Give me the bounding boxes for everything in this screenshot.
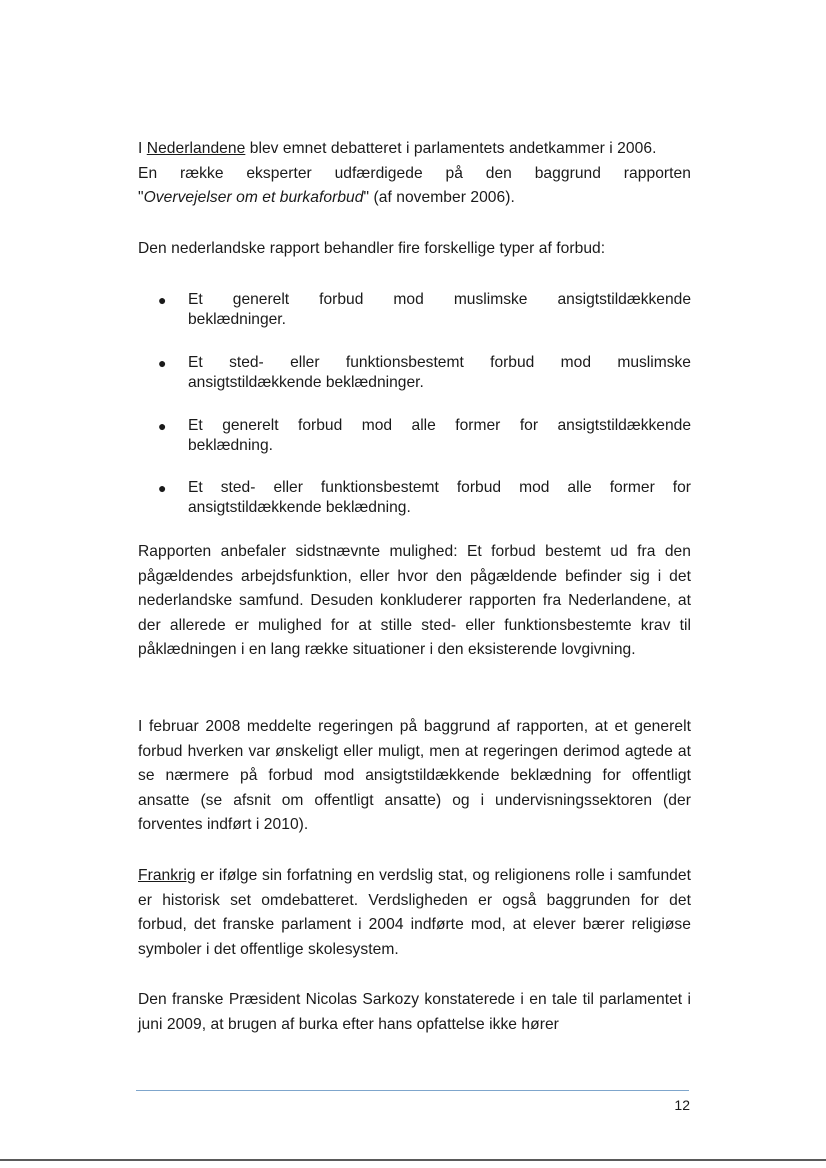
paragraph-government-2008: I februar 2008 meddelte regeringen på baggrund af rapporten, at et generelt forbud hverken var ønskeligt eller muligt, men at regeringen derimod agtede at se nærmere på forbud mod ansigtstildækkende beklædning for offentligt ansatte (se afsnit om offentligt ansatte) og i undervisningssektoren (der forventes indført i 2010). [138,718,691,834]
p1-line3-rest: (af november 2006). [369,189,515,207]
list-item [148,416,691,456]
bullet-line1: Et sted- eller funktionsbestemt forbud mod muslimske [188,354,691,371]
bullet-line2: ansigtstildækkende beklædninger. [188,374,424,391]
bullet-line1: Et generelt forbud mod muslimske ansigtstildækkende [188,291,691,308]
scan-edge-line [0,1159,826,1161]
bullet-text [188,416,691,456]
bullet-line2: beklædning. [188,437,273,454]
paragraph-sarkozy: Den franske Præsident Nicolas Sarkozy konstaterede i en tale til parlamentet i juni 2009, at brugen af burka efter hans opfattelse ikke hører [138,991,691,1033]
list-item [148,478,691,518]
bullet-line2: ansigtstildækkende beklædning. [188,499,411,516]
bullet-text [188,290,691,330]
bullet-icon: ● [158,418,167,434]
paragraph-four-types: Den nederlandske rapport behandler fire forskellige typer af forbud: [138,240,606,257]
bullet-text [188,478,691,518]
paragraph-recommendation: Rapporten anbefaler sidstnævnte mulighed: Et forbud bestemt ud fra den pågældendes arbejdsfunktion, eller hvor den pågældende befinder sig i det nederlandske samfund. Desuden konkluderer rapporten fra Nederlandene, at der allerede er mulighed for at stille sted- eller funktionsbestemte krav til påklædningen i en lang række situationer i den eksisterende lovgivning. [138,543,691,659]
bullet-icon: ● [158,480,167,496]
p1-prefix: I [138,140,147,157]
p1-line2: En række eksperter udfærdigede på den baggrund rapporten [138,164,691,182]
bullet-text [188,353,691,393]
report-title: Overvejelser om et burkaforbud [143,189,364,207]
footer-rule [136,1090,689,1091]
bullet-line2: beklædninger. [188,311,286,328]
country-france: Frankrig [138,867,196,884]
quote-close: " [363,189,370,207]
paragraph-france [138,864,691,962]
p1-line3 [138,186,691,211]
p1-line1 [138,137,691,162]
list-item [148,353,691,393]
list-item [148,290,691,330]
bullet-line1: Et generelt forbud mod alle former for ansigtstildækkende [188,417,691,434]
bullet-icon: ● [158,292,167,308]
bullet-icon: ● [158,355,167,371]
country-netherlands: Nederlandene [146,140,246,157]
p1-line1-rest: blev emnet debatteret i parlamentets andetkammer i 2006. [245,140,657,157]
bullet-line1: Et sted- eller funktionsbestemt forbud mod alle former for [188,479,691,496]
p5-rest: er ifølge sin forfatning en verdslig stat, og religionens rolle i samfundet er historisk set omdebatteret. Verdsligheden er også baggrunden for det forbud, det franske parlament i 2004 indførte mod, at elever bærer religiøse symboler i det offentlige skolesystem. [138,867,691,958]
quote-open: " [138,189,144,207]
page-number: 12 [674,1097,690,1113]
paragraph-netherlands-intro [138,137,691,211]
